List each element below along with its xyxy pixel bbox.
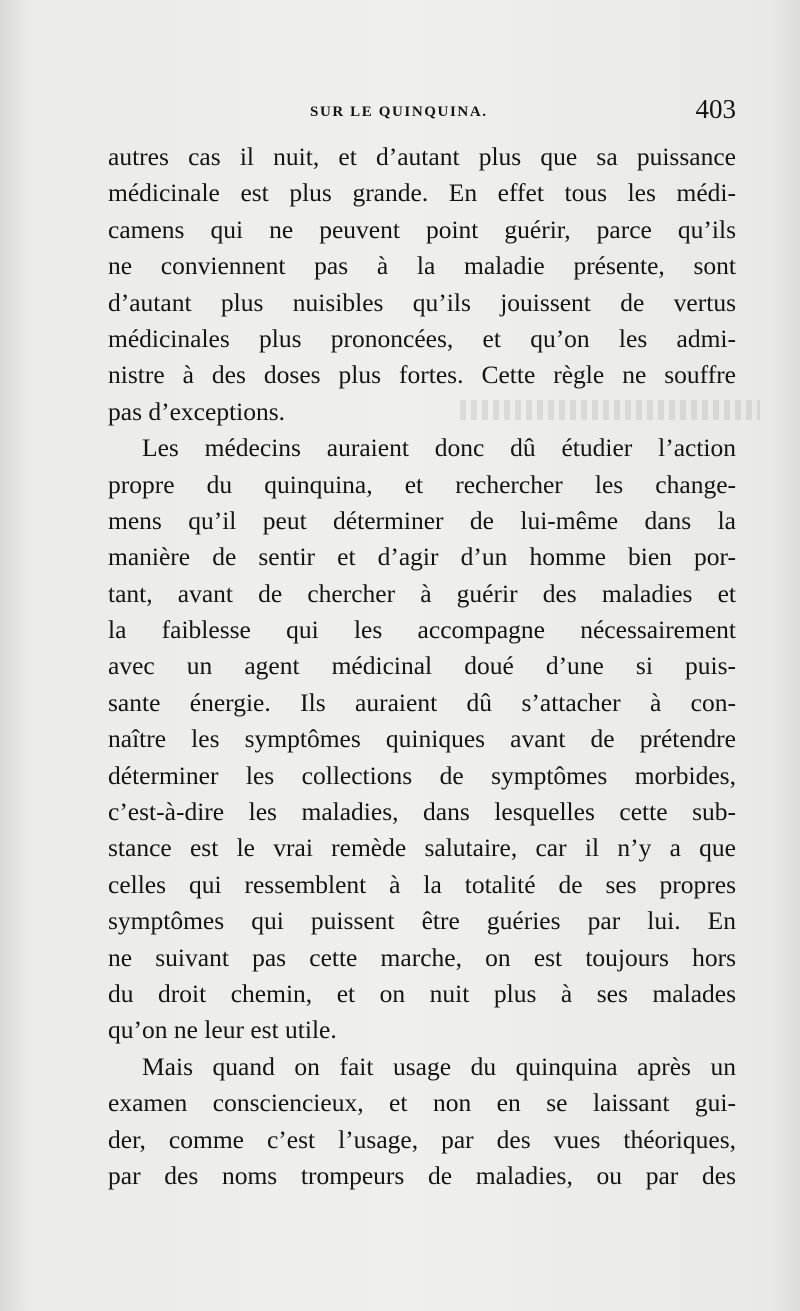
text-line: symptômes qui puissent être guéries par lui. En <box>108 906 736 936</box>
paragraph-3 <box>108 1049 736 1195</box>
text-line: c’est-à-dire les maladies, dans lesquelles cette sub- <box>108 797 736 827</box>
text-line: du droit chemin, et on nuit plus à ses malades <box>108 978 736 1008</box>
text-line: sante énergie. Ils auraient dû s’attacher à con- <box>108 687 736 717</box>
running-title: SUR LE QUINQUINA. <box>310 104 488 120</box>
paragraph-2 <box>108 430 736 1049</box>
paragraph-1 <box>108 139 736 430</box>
text-line: d’autant plus nuisibles qu’ils jouissent de vertus <box>108 287 736 317</box>
text-line: autres cas il nuit, et d’autant plus que sa puissance <box>108 142 736 171</box>
text-line: stance est le vrai remède salutaire, car il n’y a que <box>108 833 736 863</box>
text-line: der, comme c’est l’usage, par des vues théoriques, <box>108 1124 736 1154</box>
text-line: mens qu’il peut déterminer de lui-même dans la <box>108 505 736 535</box>
text-line: pas d’exceptions. <box>108 396 286 426</box>
text-line: examen consciencieux, et non en se laissant gui- <box>108 1088 736 1118</box>
text-line: camens qui ne peuvent point guérir, parce qu’ils <box>108 214 736 244</box>
text-line: Les médecins auraient donc dû étudier l’action <box>142 433 736 463</box>
text-line: ne conviennent pas à la maladie présente, sont <box>108 251 736 281</box>
text-line: qu’on ne leur est utile. <box>108 1015 337 1045</box>
page-number: 403 <box>695 94 736 124</box>
text-line: avec un agent médicinal doué d’une si puis- <box>108 651 736 681</box>
text-line: celles qui ressemblent à la totalité de ses propres <box>108 869 736 899</box>
text-line: ne suivant pas cette marche, on est toujours hors <box>108 942 736 972</box>
text-line: tant, avant de chercher à guérir des maladies et <box>108 578 736 608</box>
text-line: médicinale est plus grande. En effet tous les médi- <box>108 178 736 208</box>
text-line: la faiblesse qui les accompagne nécessairement <box>108 615 736 645</box>
text-line: nistre à des doses plus fortes. Cette règle ne souffre <box>108 360 736 390</box>
text-line: Mais quand on fait usage du quinquina après un <box>142 1051 736 1081</box>
body-text <box>108 139 736 1194</box>
text-line: manière de sentir et d’agir d’un homme bien por- <box>108 542 736 572</box>
text-line: par des noms trompeurs de maladies, ou par des <box>108 1160 736 1190</box>
running-head <box>108 94 738 132</box>
text-line: naître les symptômes quiniques avant de prétendre <box>108 724 736 754</box>
text-line: déterminer les collections de symptômes morbides, <box>108 760 736 790</box>
text-line: médicinales plus prononcées, et qu’on les admi- <box>108 323 736 353</box>
text-line: propre du quinquina, et rechercher les change- <box>108 469 736 499</box>
